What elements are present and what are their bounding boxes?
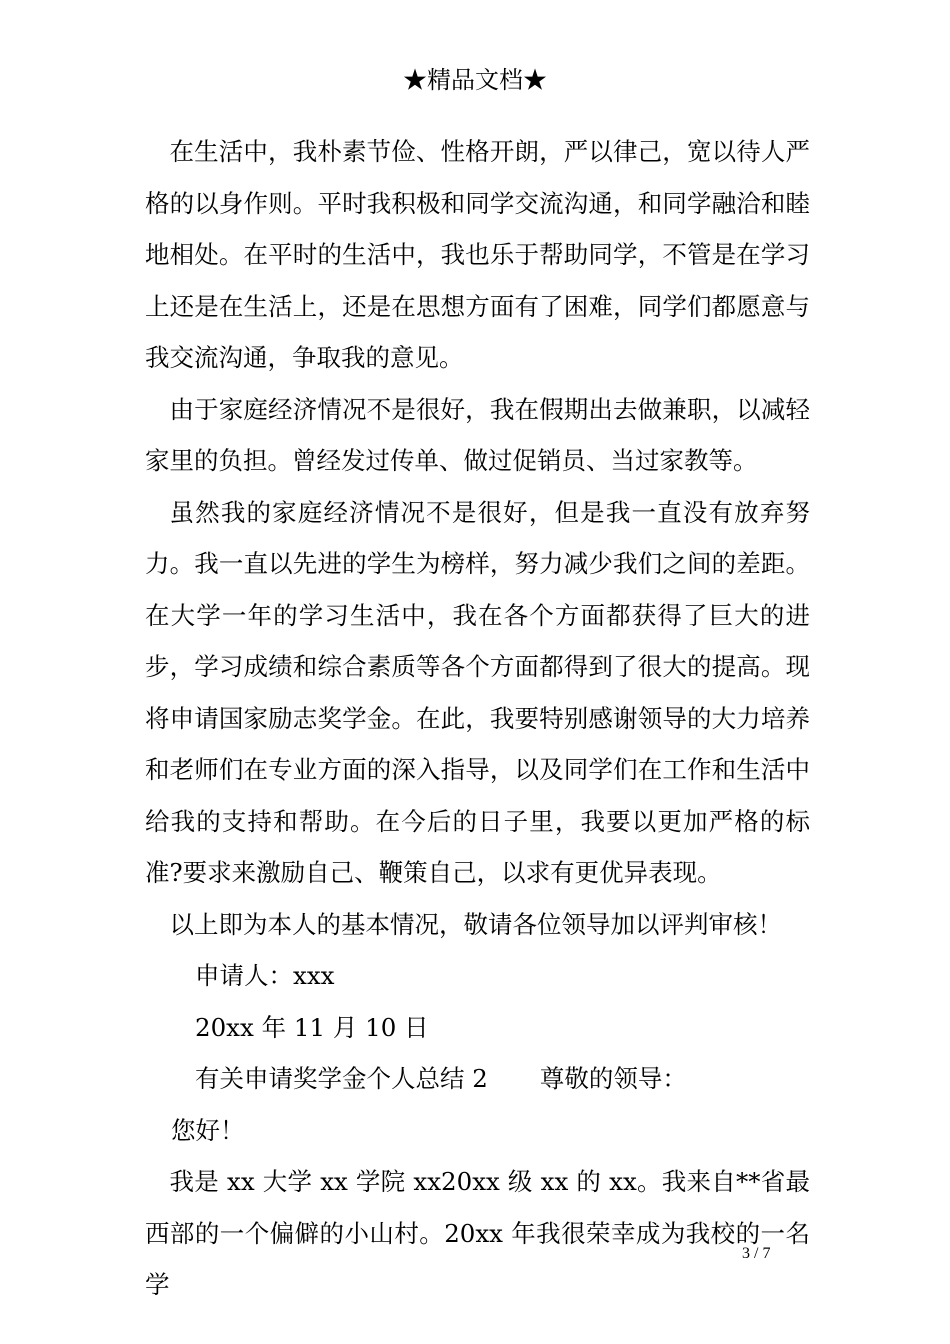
section-salutation: 尊敬的领导： [539, 1064, 687, 1093]
section-title: 有关申请奖学金个人总结 2 [195, 1064, 488, 1093]
paragraph-introduction: 我是 xx 大学 xx 学院 xx20xx 级 xx 的 xx。我来自**省最西部的一个偏僻的小山村。20xx 年我很荣幸成为我校的一名学 [145, 1167, 810, 1299]
section-heading-line [145, 1053, 810, 1105]
document-body [145, 126, 810, 1311]
paragraph-family-situation: 由于家庭经济情况不是很好，我在假期出去做兼职，以减轻家里的负担。曾经发过传单、做过促销员、当过家教等。 [145, 394, 810, 475]
signature-applicant: 申请人：xxx [195, 961, 335, 990]
signature-date: 20xx 年 11 月 10 日 [195, 1012, 429, 1042]
greeting: 您好！ [171, 1115, 245, 1145]
page-number: 3 / 7 [742, 1245, 771, 1262]
paragraph-request-review: 以上即为本人的基本情况，敬请各位领导加以评判审核！ [169, 909, 782, 939]
paragraph-life-attitude: 在生活中，我朴素节俭、性格开朗，严以律己，宽以待人严格的以身作则。平时我积极和同学交流沟通，和同学融洽和睦地相处。在平时的生活中，我也乐于帮助同学，不管是在学习上还是在生活上，还是在思想方面有了困难，同学们都愿意与我交流沟通，争取我的意见。 [145, 137, 810, 372]
document-header-title: ★精品文档★ [403, 66, 547, 94]
paragraph-effort: 虽然我的家庭经济情况不是很好，但是我一直没有放弃努力。我一直以先进的学生为榜样，努力减少我们之间的差距。在大学一年的学习生活中，我在各个方面都获得了巨大的进步，学习成绩和综合素质等各个方面都得到了很大的提高。现将申请国家励志奖学金。在此，我要特别感谢领导的大力培养和老师们在专业方面的深入指导，以及同学们在工作和生活中给我的支持和帮助。在今后的日子里，我要以更加严格的标准?要求来激励自己、鞭策自己，以求有更优异表现。 [145, 497, 810, 887]
